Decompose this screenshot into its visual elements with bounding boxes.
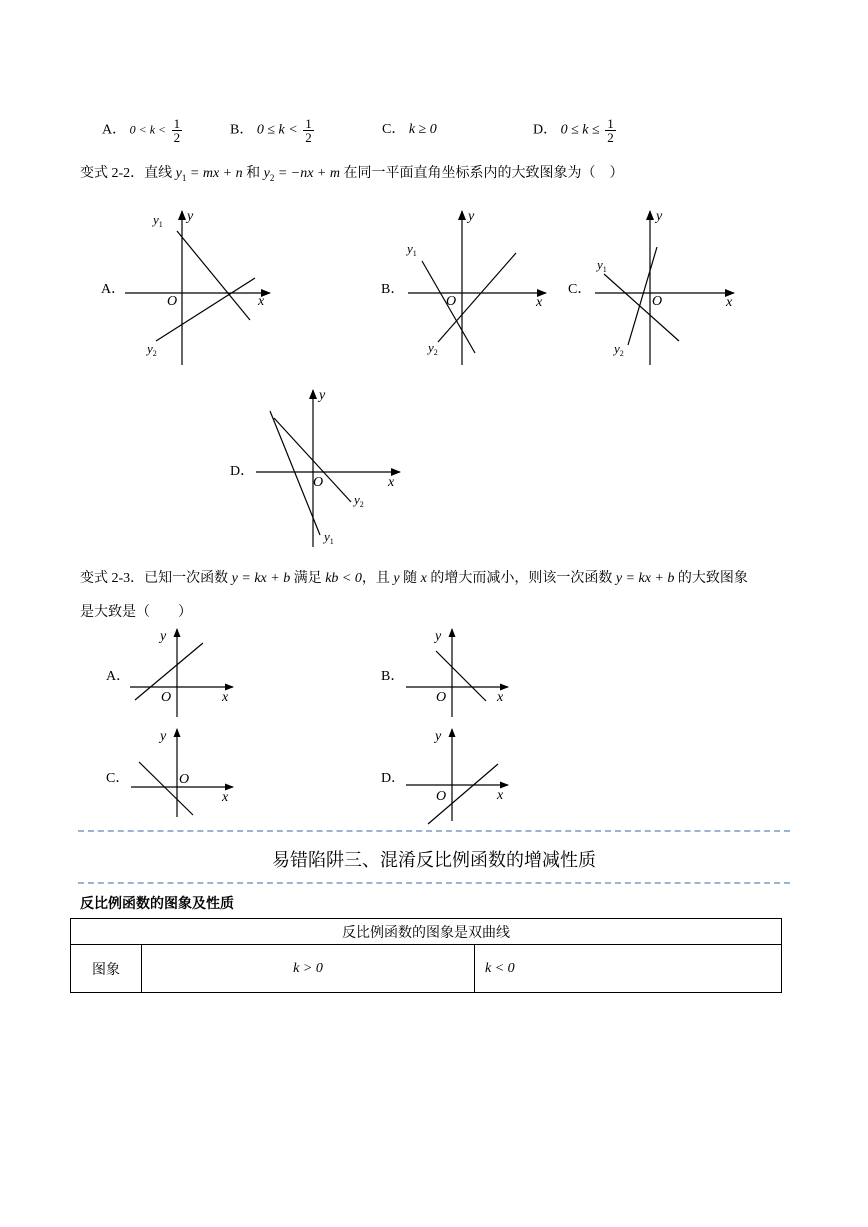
option-expression: 0 ≤ k ≤ <box>560 122 600 138</box>
fraction-denominator: 2 <box>173 130 181 145</box>
q23-option-d[interactable]: D． <box>381 771 406 786</box>
y-axis-label: y <box>435 629 442 644</box>
origin-label: O <box>313 475 324 490</box>
q23-option-a[interactable]: A． <box>106 669 131 684</box>
line-y2-label <box>426 340 438 357</box>
function-line <box>139 762 193 815</box>
line-label-sub: 1 <box>329 537 334 546</box>
line-label-var: y <box>324 529 330 544</box>
line-label-var: y <box>407 241 413 256</box>
q23-option-c[interactable]: C． <box>106 771 130 786</box>
fraction-numerator: 1 <box>607 116 614 131</box>
line-label-sub: 2 <box>619 349 624 358</box>
row-label-cell: 图象 <box>71 945 142 993</box>
properties-table <box>70 918 782 993</box>
line-y1-label <box>151 212 163 229</box>
fraction-denominator: 2 <box>305 130 312 145</box>
section-divider-top <box>78 830 790 832</box>
y-axis-label: y <box>160 729 167 744</box>
fraction-denominator: 2 <box>607 130 614 145</box>
math-expr: y = kx + b <box>231 571 291 586</box>
section-title: 易错陷阱三、混淆反比例函数的增减性质 <box>272 850 596 870</box>
option-expression: k ≥ 0 <box>408 122 437 137</box>
math-subscript: 2 <box>269 172 275 183</box>
line-label-sub: 1 <box>158 220 163 229</box>
option-letter: A． <box>102 122 127 138</box>
stem-text: 和 <box>242 166 264 181</box>
math-expr: y = kx + b <box>615 571 675 586</box>
math-var: y <box>393 571 400 586</box>
table-row <box>71 919 782 945</box>
q22-graph-d <box>250 385 410 550</box>
q21-option-b[interactable] <box>230 117 314 144</box>
q22-option-d[interactable]: D． <box>230 464 255 479</box>
fraction <box>303 117 314 144</box>
line-label-var: y <box>614 341 620 356</box>
stem-text: 在同一平面直角坐标系内的大致图象为（ ） <box>340 166 624 181</box>
math-var: y <box>263 166 270 181</box>
x-axis-label: x <box>258 294 265 309</box>
origin-label: O <box>167 294 178 309</box>
line-label-var: y <box>597 257 603 272</box>
y-axis-label: y <box>187 209 194 224</box>
q23-graph-a <box>125 625 240 720</box>
line-label-sub: 2 <box>152 349 157 358</box>
option-letter: D． <box>533 122 558 138</box>
line-label-sub: 2 <box>359 500 364 509</box>
x-axis-label: x <box>726 295 733 310</box>
fraction <box>172 117 183 144</box>
stem-text: 变式 2-2．直线 <box>80 166 176 181</box>
option-letter: B． <box>230 122 254 138</box>
line-y2 <box>156 278 255 341</box>
q22-option-c[interactable]: C． <box>568 282 592 297</box>
k-negative-cell: k < 0 <box>475 945 782 993</box>
origin-label: O <box>446 294 457 309</box>
line-label-var: y <box>354 492 360 507</box>
y-axis-label: y <box>319 388 326 403</box>
line-y1-label <box>405 241 417 258</box>
q22-graph-a <box>120 205 280 370</box>
x-axis-label: x <box>497 690 504 705</box>
stem-text: 的增大而减小，则该一次函数 <box>426 571 616 586</box>
stem-text: 变式 2-3．已知一次函数 <box>80 571 232 586</box>
q22-stem <box>80 162 624 183</box>
q21-option-d[interactable] <box>533 117 616 144</box>
fraction-numerator: 1 <box>305 116 312 131</box>
origin-label: O <box>161 690 172 705</box>
q22-graph-b <box>400 205 555 370</box>
q23-graph-b <box>400 625 515 720</box>
q21-option-c[interactable] <box>382 118 437 138</box>
line-label-var: y <box>428 340 434 355</box>
y-axis-label: y <box>468 209 475 224</box>
line-y2-label <box>352 492 364 509</box>
y-axis-label: y <box>160 629 167 644</box>
stem-text: 随 <box>399 571 421 586</box>
math-expr: = mx + n <box>186 166 243 181</box>
y-axis-label: y <box>656 209 663 224</box>
fraction-numerator: 1 <box>173 116 181 131</box>
line-label-sub: 1 <box>412 249 417 258</box>
k-positive-cell: k > 0 <box>142 945 475 993</box>
q23-graph-d <box>400 725 515 830</box>
x-axis-label: x <box>388 475 395 490</box>
line-y1 <box>177 231 250 320</box>
stem-text: 的大致图象 <box>674 571 748 586</box>
table-header-cell: 反比例函数的图象是双曲线 <box>71 919 782 945</box>
q23-graph-c <box>125 725 240 820</box>
origin-label: O <box>436 789 447 804</box>
x-axis-label: x <box>497 788 504 803</box>
q23-stem <box>80 567 748 587</box>
line-label-var: y <box>153 212 159 227</box>
table-row <box>71 945 782 993</box>
line-y2-label <box>145 341 157 358</box>
q22-option-b[interactable]: B． <box>381 282 405 297</box>
sub-heading: 反比例函数的图象及性质 <box>80 895 234 911</box>
option-expression: 0 ≤ k < <box>256 122 298 138</box>
q23-option-b[interactable]: B． <box>381 669 405 684</box>
q22-graph-c <box>590 205 740 370</box>
stem-text: ，且 <box>361 571 394 586</box>
x-axis-label: x <box>222 790 229 805</box>
q22-option-a[interactable]: A． <box>101 282 126 297</box>
origin-label: O <box>179 772 190 787</box>
x-axis-label: x <box>222 690 229 705</box>
q21-option-a[interactable] <box>102 117 182 144</box>
option-expression: 0 < k < <box>129 122 167 137</box>
math-subscript: 1 <box>181 172 187 183</box>
line-label-var: y <box>147 341 153 356</box>
q23-stem-line2: 是大致是（ ） <box>80 605 192 620</box>
math-expr: = −nx + m <box>274 166 340 181</box>
math-var: x <box>420 571 427 586</box>
line-y1-label <box>595 257 607 274</box>
line-y2-label <box>612 341 624 358</box>
origin-label: O <box>436 690 447 705</box>
line-label-sub: 2 <box>433 348 438 357</box>
line-y1 <box>604 274 679 341</box>
stem-text: 满足 <box>290 571 326 586</box>
option-letter: C． <box>382 122 406 137</box>
math-var: y <box>175 166 182 181</box>
line-y1-label <box>322 529 334 546</box>
math-expr: kb < 0 <box>325 571 362 586</box>
fraction <box>605 117 616 144</box>
line-label-sub: 1 <box>602 265 607 274</box>
x-axis-label: x <box>536 295 543 310</box>
origin-label: O <box>652 294 663 309</box>
y-axis-label: y <box>435 729 442 744</box>
section-divider-bottom <box>78 882 790 884</box>
